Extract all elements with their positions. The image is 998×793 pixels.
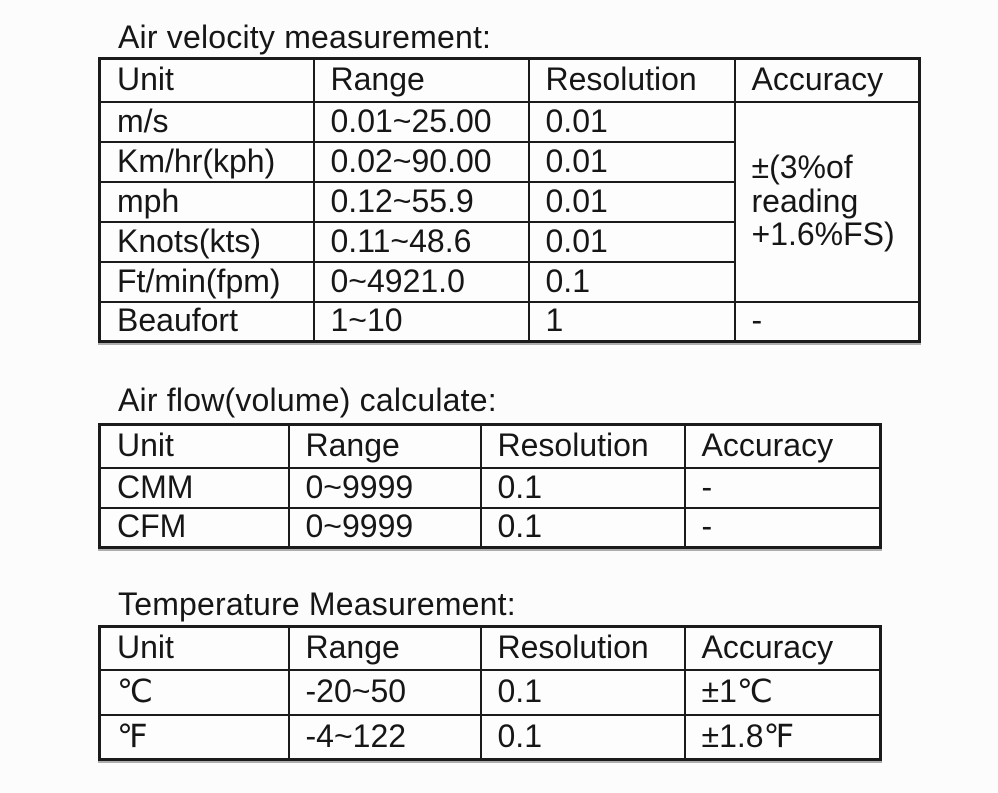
header-resolution: Resolution (481, 627, 685, 670)
table-row (100, 508, 881, 548)
air-flow-title: Air flow(volume) calculate: (118, 382, 497, 418)
header-resolution: Resolution (481, 425, 685, 468)
cell-range: -20~50 (289, 670, 481, 715)
cell-unit: Km/hr(kph) (100, 142, 314, 182)
cell-unit: m/s (100, 102, 314, 142)
cell-resolution: 0.1 (529, 262, 735, 302)
header-range: Range (289, 627, 481, 670)
cell-range: 0~4921.0 (314, 262, 529, 302)
cell-unit: Knots(kts) (100, 222, 314, 262)
air-flow-table (98, 423, 882, 549)
table-row (100, 302, 920, 342)
cell-unit: CMM (100, 468, 289, 508)
header-unit: Unit (100, 59, 314, 102)
table-header-row (100, 59, 920, 102)
cell-accuracy: - (735, 302, 920, 342)
cell-resolution: 1 (529, 302, 735, 342)
cell-unit: CFM (100, 508, 289, 548)
cell-range: -4~122 (289, 715, 481, 760)
temperature-table (98, 625, 882, 761)
header-accuracy: Accuracy (685, 627, 881, 670)
cell-range: 0.02~90.00 (314, 142, 529, 182)
header-range: Range (289, 425, 481, 468)
cell-range: 0.12~55.9 (314, 182, 529, 222)
cell-resolution: 0.1 (481, 468, 685, 508)
header-accuracy: Accuracy (685, 425, 881, 468)
header-accuracy: Accuracy (735, 59, 920, 102)
cell-accuracy: ±1.8℉ (685, 715, 881, 760)
cell-resolution: 0.01 (529, 102, 735, 142)
header-range: Range (314, 59, 529, 102)
table-row (100, 715, 881, 760)
cell-unit: Beaufort (100, 302, 314, 342)
cell-accuracy: - (685, 468, 881, 508)
cell-range: 0.01~25.00 (314, 102, 529, 142)
header-unit: Unit (100, 425, 289, 468)
cell-range: 0~9999 (289, 508, 481, 548)
cell-unit-celsius: ℃ (100, 670, 289, 715)
cell-resolution: 0.01 (529, 222, 735, 262)
header-resolution: Resolution (529, 59, 735, 102)
cell-accuracy: ±1℃ (685, 670, 881, 715)
header-unit: Unit (100, 627, 289, 670)
cell-unit: Ft/min(fpm) (100, 262, 314, 302)
cell-range: 0~9999 (289, 468, 481, 508)
cell-unit: mph (100, 182, 314, 222)
cell-resolution: 0.1 (481, 715, 685, 760)
cell-range: 1~10 (314, 302, 529, 342)
air-velocity-title: Air velocity measurement: (118, 19, 492, 55)
table-row (100, 102, 920, 142)
table-row (100, 468, 881, 508)
table-header-row (100, 425, 881, 468)
cell-range: 0.11~48.6 (314, 222, 529, 262)
table-header-row (100, 627, 881, 670)
temperature-title: Temperature Measurement: (118, 586, 516, 622)
cell-resolution: 0.1 (481, 508, 685, 548)
cell-resolution: 0.01 (529, 182, 735, 222)
cell-resolution: 0.1 (481, 670, 685, 715)
cell-resolution: 0.01 (529, 142, 735, 182)
table-row (100, 670, 881, 715)
cell-accuracy-merged: ±(3%of reading +1.6%FS) (735, 102, 920, 302)
cell-unit-fahrenheit: ℉ (100, 715, 289, 760)
cell-accuracy: - (685, 508, 881, 548)
air-velocity-table (98, 57, 921, 343)
